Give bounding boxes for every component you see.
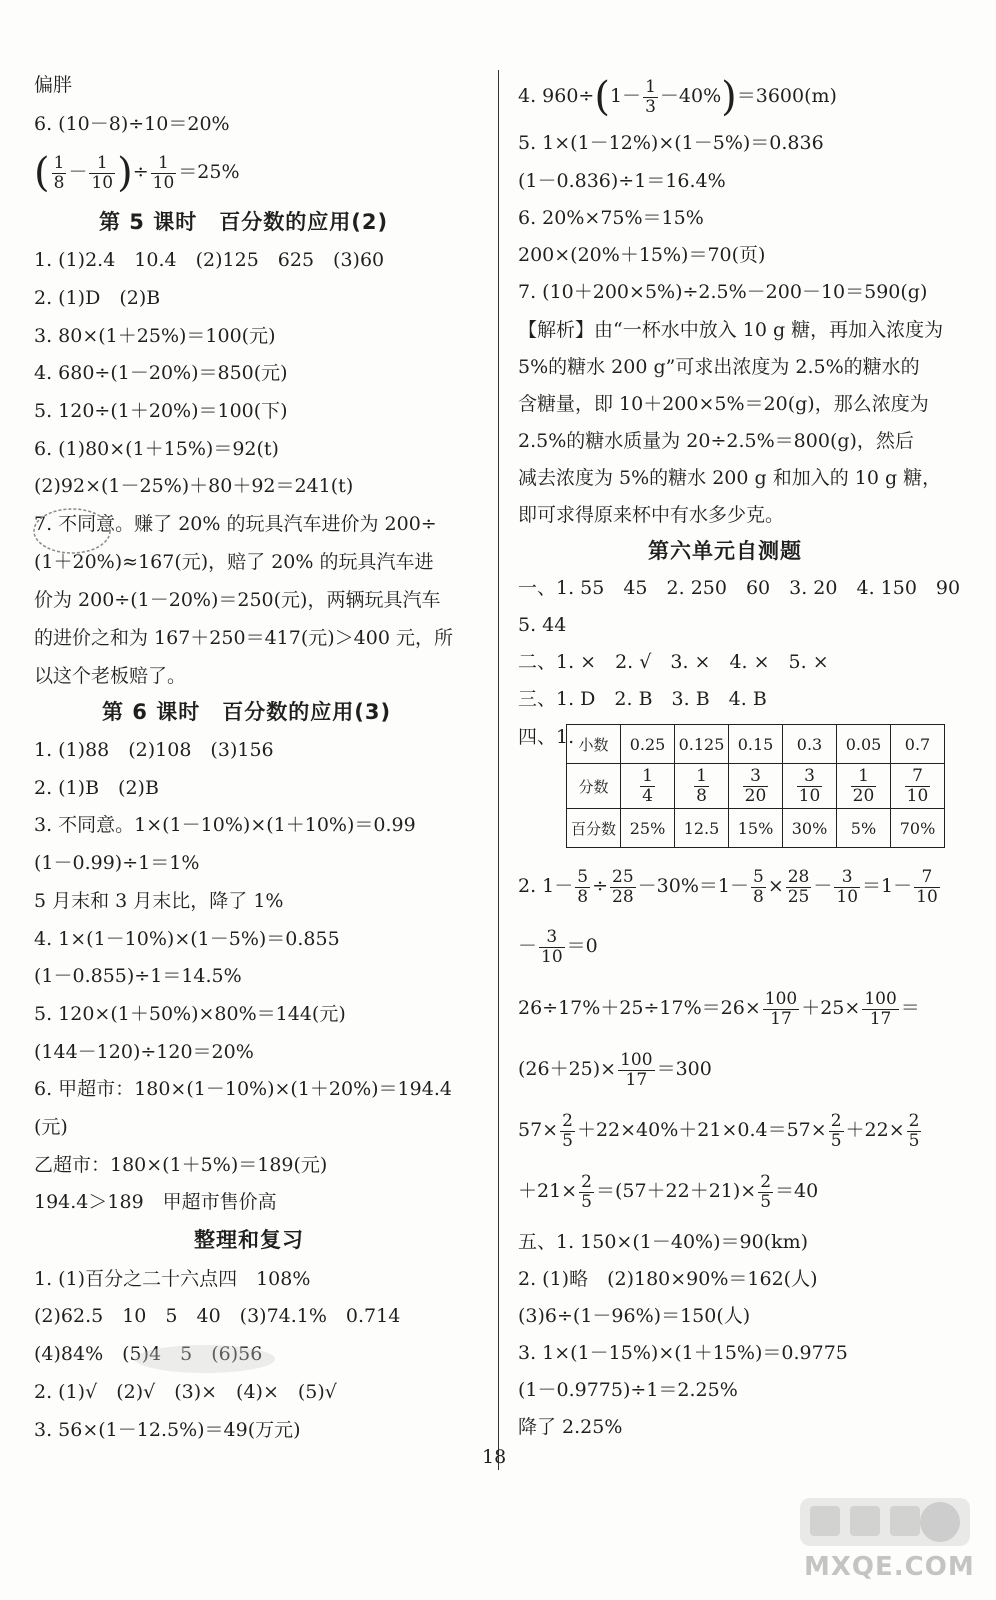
table-cell: 0.7 [891,725,945,764]
fraction-equation: 4. 960÷(1－ $\frac{1}{3}$ －40%)＝3600(m) [518,74,837,120]
answer-line: (4)84% (5)4 5 (6)56 [34,1343,263,1365]
fraction-equation: (26＋25)× $\frac{100}{17}$ ＝300 [518,1049,712,1090]
answer-line: (1－0.836)÷1＝16.4% [518,170,726,192]
answer-line: 3. 1×(1－15%)×(1＋15%)＝0.9775 [518,1342,848,1364]
answer-line: 3. 80×(1＋25%)＝100(元) [34,325,276,347]
fraction-equation: ( $\frac{1}{8}$ － $\frac{1}{10}$ )÷ $\frac{1}{10}$ ＝25% [34,150,240,196]
answer-line: 乙超市：180×(1＋5%)＝189(元) [34,1154,328,1176]
fraction-equation: － $\frac{3}{10}$ ＝0 [518,926,598,967]
table-cell: 25% [621,809,675,848]
table-cell: $\frac{1}{8}$ [675,764,729,809]
answer-line: 5. 120÷(1＋20%)＝100(下) [34,400,288,422]
answer-line: 6. (1)80×(1＋15%)＝92(t) [34,438,279,460]
answer-line: 一、1. 55 45 2. 250 60 3. 20 4. 150 90 [518,577,961,599]
answer-line: (1－0.99)÷1＝1% [34,852,200,874]
answer-line: 2. (1)D (2)B [34,287,161,309]
analysis-line: 即可求得原来杯中有水多少克。 [518,504,785,526]
answer-line: 5 月末和 3 月末比，降了 1% [34,890,284,912]
answer-line: 7. 不同意。赚了 20% 的玩具汽车进价为 200÷ [34,513,437,535]
column-divider [498,70,499,1470]
fraction-equation: 26÷17%＋25÷17%＝26× $\frac{100}{17}$ ＋25× $\frac{100}{17}$ ＝ [518,988,920,1029]
answer-line: 1. (1)88 (2)108 (3)156 [34,739,274,761]
section-heading: 第 6 课时 百分数的应用(3) [102,700,392,724]
table-cell: 0.25 [621,725,675,764]
table-cell: 小数 [567,725,621,764]
answer-line: 3. 56×(1－12.5%)＝49(万元) [34,1419,301,1441]
fraction-equation: 2. 1－ $\frac{5}{8}$ ÷ $\frac{25}{28}$ －30%＝1－ $\frac{5}{8}$ × $\frac{28}{25}$ － $\frac{3}{10}$ ＝1－ $\frac{7}{10}$ [518,866,938,907]
answer-line: 1. (1)2.4 10.4 (2)125 625 (3)60 [34,249,385,271]
answer-line: 2. (1)√ (2)√ (3)× (4)× (5)√ [34,1381,337,1403]
answer-line: 200×(20%＋15%)＝70(页) [518,244,766,266]
answer-line: 5. 44 [518,614,567,636]
answer-line: (3)6÷(1－96%)＝150(人) [518,1305,751,1327]
page-number: 18 [482,1446,507,1468]
watermark-smudge [130,1342,280,1376]
table-cell: 百分数 [567,809,621,848]
answer-line: 4. 680÷(1－20%)＝850(元) [34,362,288,384]
section-heading: 第 5 课时 百分数的应用(2) [99,210,389,234]
answer-line: 降了 2.25% [518,1416,623,1438]
analysis-line: 含糖量，即 10＋200×5%＝20(g)，那么浓度为 [518,393,929,415]
answer-line: (1－0.855)÷1＝14.5% [34,965,242,987]
answer-line: 五、1. 150×(1－40%)＝90(km) [518,1231,809,1253]
answer-line: 1. (1)百分之二十六点四 108% [34,1268,311,1290]
answer-line: 四、1. [518,726,575,748]
table-cell: $\frac{3}{20}$ [729,764,783,809]
answer-line: (2)62.5 10 5 40 (3)74.1% 0.714 [34,1305,401,1327]
answer-line: 6. 甲超市：180×(1－10%)×(1＋20%)＝194.4 [34,1078,452,1100]
table-cell: 0.3 [783,725,837,764]
answer-line: 2. (1)B (2)B [34,777,159,799]
answer-line: (2)92×(1－25%)＋80＋92＝241(t) [34,475,354,497]
table-cell: 15% [729,809,783,848]
section-heading: 整理和复习 [194,1228,304,1252]
fraction-equation: 57× $\frac{2}{5}$ ＋22×40%＋21×0.4＝57× $\frac{2}{5}$ ＋22× $\frac{2}{5}$ [518,1110,920,1151]
table-cell: $\frac{3}{10}$ [783,764,837,809]
analysis-line: 减去浓度为 5%的糖水 200 g 和加入的 10 g 糖， [518,467,942,489]
answer-line: (1－0.9775)÷1＝2.25% [518,1379,738,1401]
watermark-text: MXQE.COM [804,1552,975,1582]
table-cell: $\frac{7}{10}$ [891,764,945,809]
answer-line: 194.4＞189 甲超市售价高 [34,1191,277,1213]
table-cell: 分数 [567,764,621,809]
table-cell: 0.05 [837,725,891,764]
table-row [567,809,945,848]
section-heading: 第六单元自测题 [648,539,802,563]
answer-line: (144－120)÷120＝20% [34,1041,254,1063]
table-cell: 12.5 [675,809,729,848]
conversion-table-wrap [518,724,978,854]
answer-line: 5. 1×(1－12%)×(1－5%)＝0.836 [518,132,824,154]
answer-line: 偏胖 [34,74,73,96]
conversion-table [566,724,945,848]
answer-line: 的进价之和为 167＋250＝417(元)＞400 元，所 [34,627,453,649]
watermark-logo [790,1492,980,1592]
fraction-equation: ＋21× $\frac{2}{5}$ ＝(57＋22＋21)× $\frac{2}{5}$ ＝40 [518,1171,819,1212]
analysis-line: 2.5%的糖水质量为 20÷2.5%＝800(g)，然后 [518,430,914,452]
answer-line: 3. 不同意。1×(1－10%)×(1＋10%)＝0.99 [34,814,416,836]
table-cell: 70% [891,809,945,848]
answer-line: 2. (1)略 (2)180×90%＝162(人) [518,1268,818,1290]
answer-line: (1＋20%)≈167(元)，赔了 20% 的玩具汽车进 [34,551,434,573]
analysis-line: 5%的糖水 200 g”可求出浓度为 2.5%的糖水的 [518,356,920,378]
answer-line: 6. (10－8)÷10＝20% [34,113,230,135]
answer-line: 二、1. × 2. √ 3. × 4. × 5. × [518,651,829,673]
answer-line: 三、1. D 2. B 3. B 4. B [518,688,767,710]
table-row [567,764,945,809]
answer-line: 4. 1×(1－10%)×(1－5%)＝0.855 [34,928,340,950]
answer-line: 7. (10＋200×5%)÷2.5%－200－10＝590(g) [518,281,928,303]
stamp-mark [30,505,114,557]
answer-line: 5. 120×(1＋50%)×80%＝144(元) [34,1003,346,1025]
table-cell: 0.125 [675,725,729,764]
table-cell: $\frac{1}{20}$ [837,764,891,809]
table-row [567,725,945,764]
analysis-line: 【解析】由“一杯水中放入 10 g 糖，再加入浓度为 [518,319,944,341]
answer-line: 6. 20%×75%＝15% [518,207,704,229]
answer-line: 价为 200÷(1－20%)＝250(元)，两辆玩具汽车 [34,589,441,611]
answer-line: (元) [34,1116,68,1138]
table-cell: 30% [783,809,837,848]
table-cell: 5% [837,809,891,848]
table-cell: $\frac{1}{4}$ [621,764,675,809]
table-cell: 0.15 [729,725,783,764]
answer-line: 以这个老板赔了。 [34,665,187,687]
